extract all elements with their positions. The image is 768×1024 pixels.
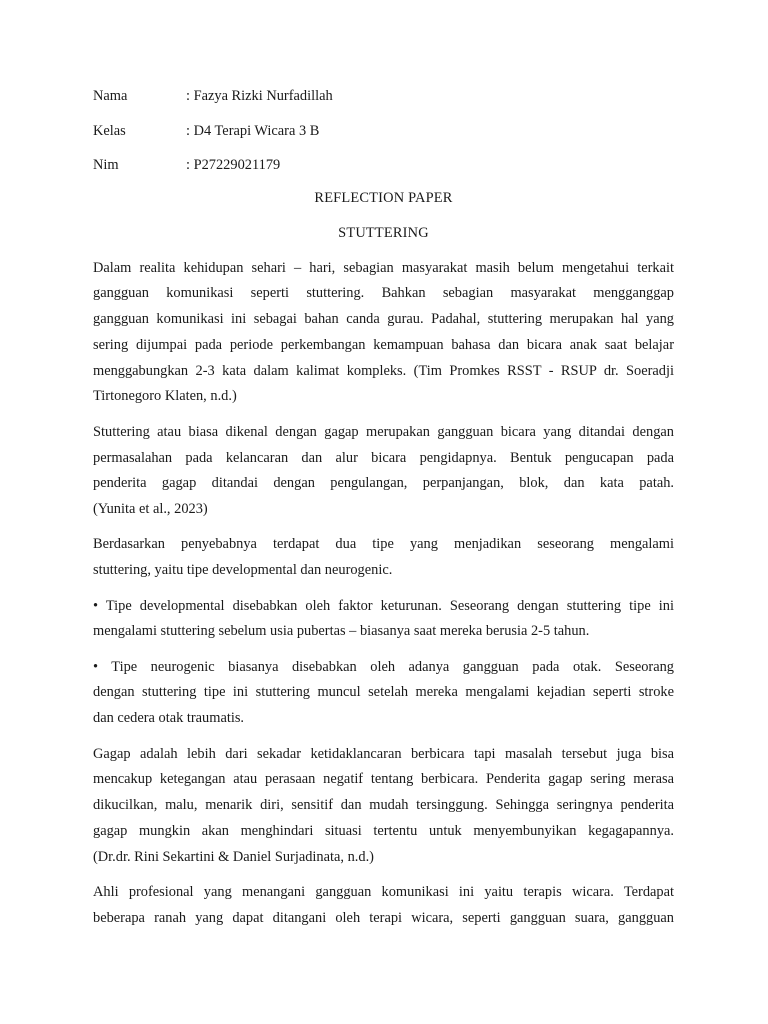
paragraph-line: • Tipe developmental disebabkan oleh faktor keturunan. Seseorang dengan stuttering tipe ini [93, 597, 674, 614]
paragraph-line: gangguan komunikasi ini sebagai bahan canda gurau. Padahal, stuttering merupakan hal yang [93, 311, 674, 328]
info-row-kelas [93, 119, 674, 144]
paragraph [93, 420, 674, 523]
paragraph-line: mengalami stuttering sebelum usia pubertas – biasanya saat mereka berusia 2-5 tahun. [93, 623, 590, 640]
paragraph [93, 256, 674, 411]
paragraph-line: permasalahan pada kelancaran dan alur bicara pengidapnya. Bentuk pengucapan pada [93, 449, 674, 466]
paragraph-line: dengan stuttering tipe ini stuttering muncul setelah mereka mengalami kejadian seperti stroke [93, 684, 674, 701]
paragraph-line: mencakup ketegangan atau perasaan negatif tentang berbicara. Penderita gagap sering merasa [93, 771, 674, 788]
paragraph [93, 532, 674, 584]
paragraph-line: Ahli profesional yang menangani gangguan komunikasi ini yaitu terapis wicara. Terdapat [93, 884, 674, 901]
paragraph-line: (Yunita et al., 2023) [93, 501, 208, 518]
info-label: Kelas [93, 122, 126, 139]
paragraph-line: gagap mungkin akan menghindari situasi tertentu untuk menyembunyikan kegagapannya. [93, 822, 674, 839]
paragraph-line: penderita gagap ditandai dengan pengulangan, perpanjangan, blok, dan kata patah. [93, 475, 674, 492]
paragraph-line: dikucilkan, malu, menarik diri, sensitif dan mudah tersinggung. Sehingga seringnya penderita [93, 797, 674, 814]
info-row-nama [93, 84, 674, 109]
paragraph-line: stuttering, yaitu tipe developmental dan neurogenic. [93, 562, 393, 579]
document-subtitle: STUTTERING [338, 224, 429, 241]
paragraph [93, 594, 674, 646]
paragraph-line: sering dijumpai pada periode perkembangan kemampuan bahasa dan bicara anak saat belajar [93, 336, 674, 353]
paragraph [93, 742, 674, 871]
paragraph-line: dan cedera otak traumatis. [93, 710, 245, 727]
paragraph [93, 655, 674, 732]
info-label: Nama [93, 88, 128, 104]
document-page [93, 84, 674, 941]
info-row-nim [93, 153, 674, 178]
paragraph-line: gangguan komunikasi seperti stuttering. Bahkan sebagian masyarakat mengganggap [93, 285, 674, 302]
paragraph [93, 880, 674, 932]
paragraph-line: Tirtonegoro Klaten, n.d.) [93, 388, 237, 405]
info-value: : D4 Terapi Wicara 3 B [186, 122, 320, 139]
info-label: Nim [93, 157, 119, 173]
paragraph-line: menggabungkan 2-3 kata dalam kalimat kompleks. (Tim Promkes RSST - RSUP dr. Soeradji [93, 362, 674, 379]
paragraph-line: Stuttering atau biasa dikenal dengan gagap merupakan gangguan bicara yang ditandai dengan [93, 423, 674, 440]
paragraph-line: beberapa ranah yang dapat ditangani oleh terapi wicara, seperti gangguan suara, gangguan [93, 909, 674, 926]
info-value: : P27229021179 [186, 157, 281, 173]
student-info [93, 84, 674, 178]
paragraph-line: Berdasarkan penyebabnya terdapat dua tipe yang menjadikan seseorang mengalami [93, 536, 674, 553]
paragraph-line: Gagap adalah lebih dari sekadar ketidaklancaran berbicara tapi masalah tersebut juga bisa [93, 745, 674, 762]
paragraph-line: • Tipe neurogenic biasanya disebabkan oleh adanya gangguan pada otak. Seseorang [93, 658, 674, 675]
document-title: REFLECTION PAPER [314, 189, 453, 206]
info-value: : Fazya Rizki Nurfadillah [186, 88, 333, 104]
body-text [93, 256, 674, 932]
paragraph-line: (Dr.dr. Rini Sekartini & Daniel Surjadinata, n.d.) [93, 848, 374, 865]
paragraph-line: Dalam realita kehidupan sehari – hari, sebagian masyarakat masih belum mengetahui terkait [93, 259, 674, 276]
